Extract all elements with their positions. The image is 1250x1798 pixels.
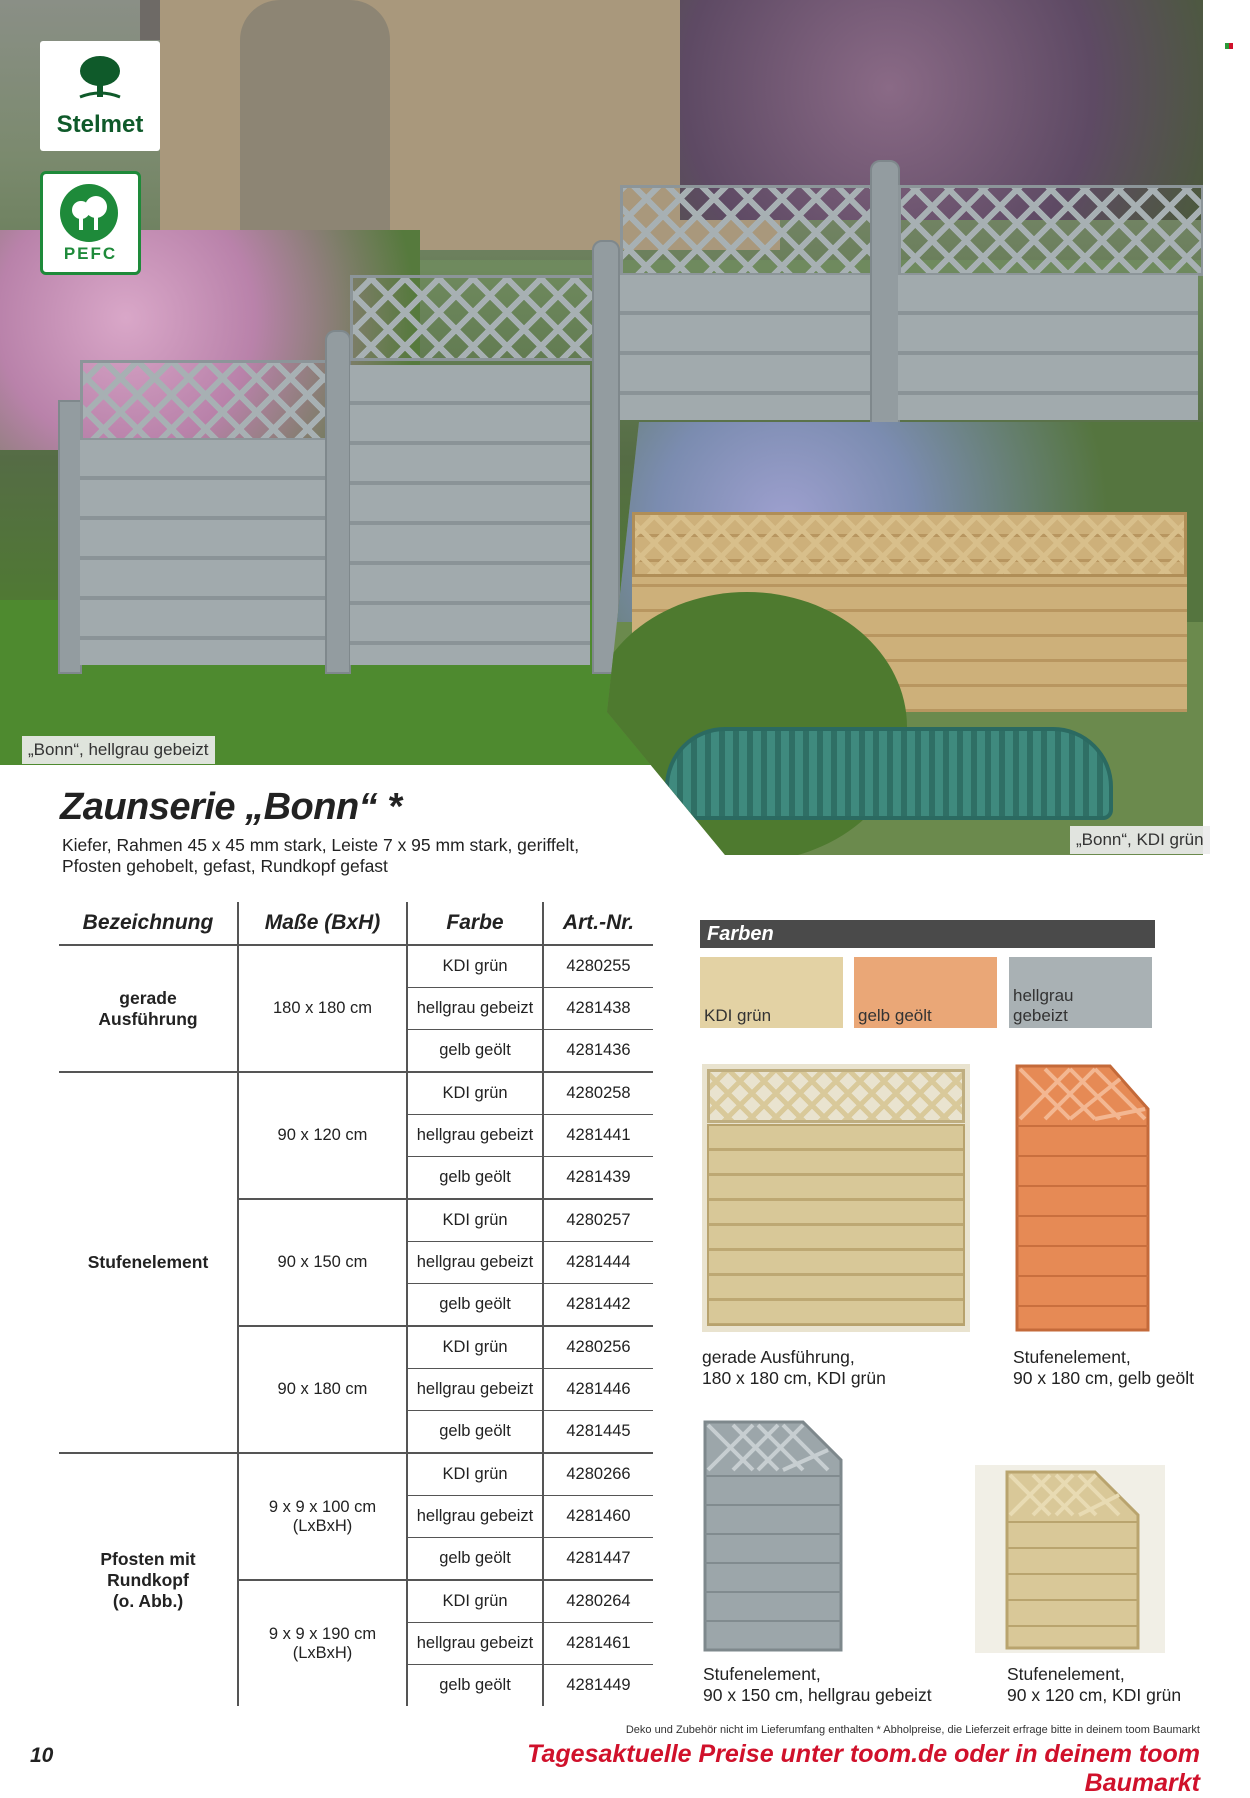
art-cell: 4280264 <box>543 1580 653 1623</box>
color-cell: KDI grün <box>407 1199 543 1242</box>
pefc-logo-text: PEFC <box>63 244 118 263</box>
caption-line: Stufenelement, <box>1013 1347 1131 1367</box>
art-cell: 4281441 <box>543 1115 653 1157</box>
caption-line: 90 x 180 cm, gelb geölt <box>1013 1368 1194 1388</box>
swatch-hellgrau-gebeizt <box>1009 957 1152 1028</box>
table-row <box>59 1072 653 1115</box>
caption-line: 180 x 180 cm, KDI grün <box>702 1368 886 1388</box>
color-cell: hellgrau gebeizt <box>407 1242 543 1284</box>
color-cell: hellgrau gebeizt <box>407 1496 543 1538</box>
description-line: Kiefer, Rahmen 45 x 45 mm stark, Leiste 7 x 95 mm stark, geriffelt, <box>62 835 580 855</box>
size-cell: 180 x 180 cm <box>238 945 407 1072</box>
art-cell: 4281436 <box>543 1030 653 1073</box>
header-art-nr: Art.-Nr. <box>543 902 653 945</box>
art-cell: 4280258 <box>543 1072 653 1115</box>
color-cell: KDI grün <box>407 1072 543 1115</box>
size-cell: 9 x 9 x 190 cm (LxBxH) <box>238 1580 407 1706</box>
art-cell: 4280256 <box>543 1326 653 1369</box>
art-cell: 4281445 <box>543 1411 653 1454</box>
art-cell: 4280266 <box>543 1453 653 1496</box>
art-cell: 4281460 <box>543 1496 653 1538</box>
description-line: Pfosten gehobelt, gefast, Rundkopf gefast <box>62 856 388 876</box>
art-cell: 4280257 <box>543 1199 653 1242</box>
product-table <box>59 902 653 1706</box>
color-cell: hellgrau gebeizt <box>407 1369 543 1411</box>
table-header-row <box>59 902 653 945</box>
art-cell: 4280255 <box>543 945 653 988</box>
art-cell: 4281444 <box>543 1242 653 1284</box>
color-cell: KDI grün <box>407 1580 543 1623</box>
product-image-gerade-kdi <box>702 1064 970 1332</box>
product-title: Zaunserie „Bonn“ * <box>60 786 402 828</box>
color-cell: gelb geölt <box>407 1538 543 1581</box>
product-caption <box>702 1347 886 1389</box>
caption-second-photo: „Bonn“, KDI grün <box>1070 826 1210 854</box>
product-caption <box>703 1664 932 1706</box>
footer-note: Deko und Zubehör nicht im Lieferumfang enthalten * Abholpreise, die Lieferzeit erfrage bitte in deinem toom Baumarkt <box>625 1724 1200 1736</box>
color-cell: KDI grün <box>407 945 543 988</box>
product-image-stufe-gelb <box>1015 1064 1150 1332</box>
product-caption <box>1013 1347 1194 1389</box>
group-name: Pfosten mit Rundkopf (o. Abb.) <box>59 1453 238 1706</box>
caption-line: 90 x 150 cm, hellgrau gebeizt <box>703 1685 932 1705</box>
art-cell: 4281461 <box>543 1623 653 1665</box>
bench-photo <box>607 422 1203 855</box>
page-number: 10 <box>30 1744 54 1767</box>
colors-heading: Farben <box>707 923 774 945</box>
table-row <box>59 945 653 988</box>
product-image-stufe-kdi <box>975 1465 1165 1653</box>
caption-main-photo: „Bonn“, hellgrau gebeizt <box>22 736 215 764</box>
swatch-label: KDI grün <box>704 1006 772 1025</box>
swatch-label: hellgrau gebeizt <box>1013 986 1074 1025</box>
caption-line: 90 x 120 cm, KDI grün <box>1007 1685 1182 1705</box>
color-cell: hellgrau gebeizt <box>407 1115 543 1157</box>
header-bezeichnung: Bezeichnung <box>59 902 238 945</box>
product-caption <box>1007 1664 1181 1706</box>
color-cell: hellgrau gebeizt <box>407 1623 543 1665</box>
colors-heading-bar <box>700 920 1155 948</box>
art-cell: 4281449 <box>543 1665 653 1707</box>
color-cell: KDI grün <box>407 1453 543 1496</box>
footer-tagline: Tagesaktuelle Preise unter toom.de oder in deinem toom Baumarkt <box>527 1740 1200 1797</box>
header-farbe: Farbe <box>407 902 543 945</box>
table-row <box>59 1453 653 1496</box>
color-cell: gelb geölt <box>407 1284 543 1327</box>
group-name: Stufenelement <box>59 1072 238 1453</box>
stelmet-logo <box>40 41 160 151</box>
caption-line: Stufenelement, <box>703 1664 821 1684</box>
size-cell: 90 x 150 cm <box>238 1199 407 1326</box>
pefc-logo <box>40 171 141 275</box>
color-cell: gelb geölt <box>407 1157 543 1200</box>
color-cell: KDI grün <box>407 1326 543 1369</box>
color-cell: gelb geölt <box>407 1030 543 1073</box>
stelmet-logo-text: Stelmet <box>56 111 144 138</box>
art-cell: 4281439 <box>543 1157 653 1200</box>
caption-line: gerade Ausführung, <box>702 1347 855 1367</box>
group-name: gerade Ausführung <box>98 987 198 1029</box>
swatch-label: gelb geölt <box>858 1006 932 1025</box>
size-cell: 9 x 9 x 100 cm (LxBxH) <box>238 1453 407 1580</box>
color-cell: hellgrau gebeizt <box>407 988 543 1030</box>
product-description <box>62 835 622 877</box>
caption-line: Stufenelement, <box>1007 1664 1125 1684</box>
header-masse: Maße (BxH) <box>238 902 407 945</box>
art-cell: 4281447 <box>543 1538 653 1581</box>
size-cell: 90 x 180 cm <box>238 1326 407 1453</box>
swatch-kdi-gruen <box>700 957 843 1028</box>
color-cell: gelb geölt <box>407 1411 543 1454</box>
art-cell: 4281438 <box>543 988 653 1030</box>
size-cell: 90 x 120 cm <box>238 1072 407 1199</box>
art-cell: 4281446 <box>543 1369 653 1411</box>
product-image-stufe-hellgrau <box>703 1420 843 1652</box>
swatch-gelb-geoelt <box>854 957 997 1028</box>
corner-flag-icon <box>1225 36 1233 42</box>
art-cell: 4281442 <box>543 1284 653 1327</box>
color-cell: gelb geölt <box>407 1665 543 1707</box>
